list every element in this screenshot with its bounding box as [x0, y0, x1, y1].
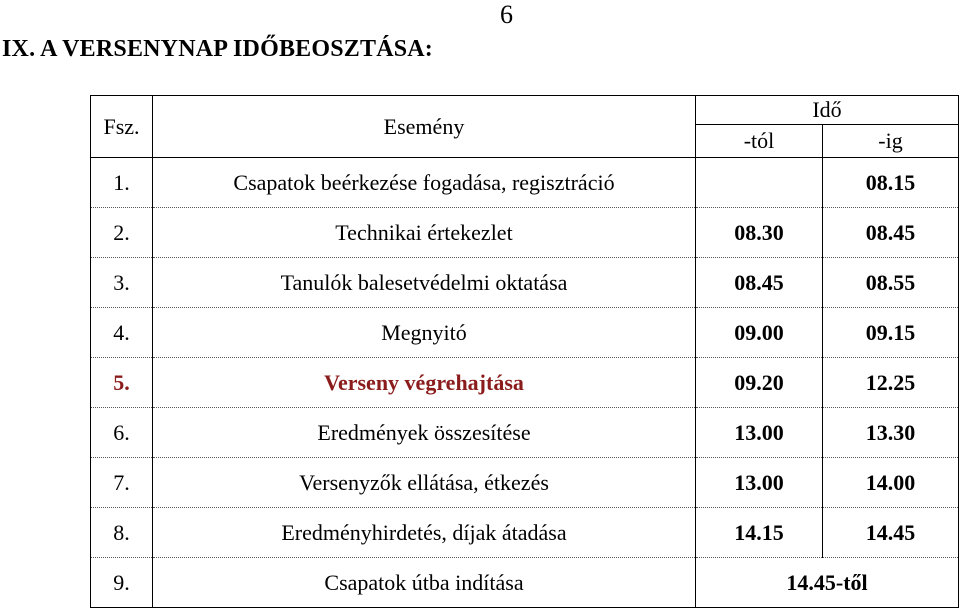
- row-event: Eredmények összesítése: [153, 408, 696, 458]
- row-number: 7.: [91, 458, 153, 508]
- table-row: [91, 258, 959, 308]
- table-row: [91, 208, 959, 258]
- row-number: 6.: [91, 408, 153, 458]
- table-row: [91, 508, 959, 558]
- page-heading: IX. A VERSENYNAP IDŐBEOSZTÁSA:: [2, 36, 434, 62]
- row-event: Csapatok útba indítása: [153, 558, 696, 608]
- row-from: 14.15: [696, 508, 823, 558]
- row-number: 4.: [91, 308, 153, 358]
- table-row: [91, 458, 959, 508]
- row-number: 1.: [91, 158, 153, 208]
- row-to: 14.00: [823, 458, 959, 508]
- row-number: 2.: [91, 208, 153, 258]
- row-event: Megnyitó: [153, 308, 696, 358]
- schedule-table: [90, 95, 958, 600]
- row-from: 08.45: [696, 258, 823, 308]
- row-merged-time: 14.45-től: [696, 558, 959, 608]
- header-time: Idő: [696, 96, 959, 125]
- row-number: 5.: [91, 358, 153, 408]
- row-to: 08.45: [823, 208, 959, 258]
- row-from: 13.00: [696, 458, 823, 508]
- row-to: 12.25: [823, 358, 959, 408]
- header-to: -ig: [823, 125, 959, 158]
- row-number: 9.: [91, 558, 153, 608]
- table-row: [91, 408, 959, 458]
- row-to: 08.55: [823, 258, 959, 308]
- row-from: 09.20: [696, 358, 823, 408]
- row-from: 09.00: [696, 308, 823, 358]
- row-event: Tanulók balesetvédelmi oktatása: [153, 258, 696, 308]
- table-row: [91, 308, 959, 358]
- table-row: [91, 558, 959, 608]
- row-from: 13.00: [696, 408, 823, 458]
- header-event: Esemény: [153, 96, 696, 158]
- row-event: Versenyzők ellátása, étkezés: [153, 458, 696, 508]
- row-event: Csapatok beérkezése fogadása, regisztráció: [153, 158, 696, 208]
- row-from: 08.30: [696, 208, 823, 258]
- row-number: 8.: [91, 508, 153, 558]
- row-event: Eredményhirdetés, díjak átadása: [153, 508, 696, 558]
- row-from: [696, 158, 823, 208]
- table-row: [91, 158, 959, 208]
- row-event: Technikai értekezlet: [153, 208, 696, 258]
- page-number: 6: [500, 0, 513, 29]
- table-row-highlighted: [91, 358, 959, 408]
- row-to: 13.30: [823, 408, 959, 458]
- header-no: Fsz.: [91, 96, 153, 158]
- row-to: 09.15: [823, 308, 959, 358]
- row-to: 08.15: [823, 158, 959, 208]
- header-from: -tól: [696, 125, 823, 158]
- row-event: Verseny végrehajtása: [153, 358, 696, 408]
- row-number: 3.: [91, 258, 153, 308]
- row-to: 14.45: [823, 508, 959, 558]
